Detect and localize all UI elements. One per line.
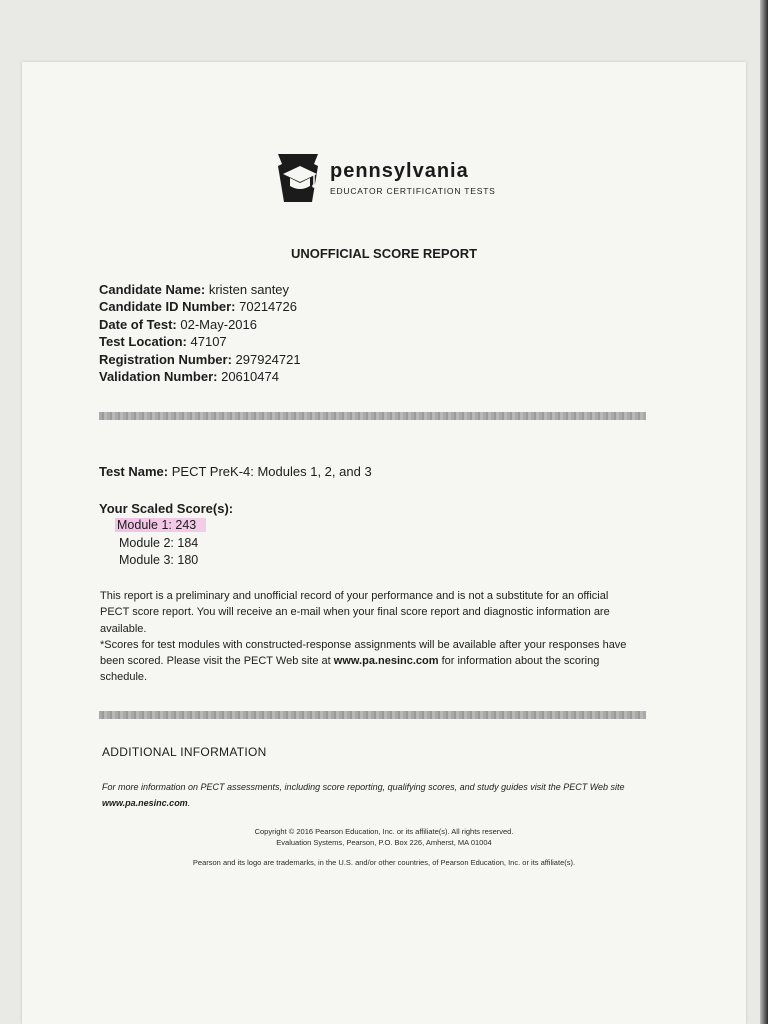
trademark-notice: Pearson and its logo are trademarks, in the U.S. and/or other countries, of Pearson Education, Inc. or its affiliate(s).	[192, 858, 576, 867]
registration-number-label: Registration Number:	[99, 351, 232, 367]
copyright-line-2: Evaluation Systems, Pearson, P.O. Box 226, Amherst, MA 01004	[276, 838, 492, 847]
test-date-value: 02-May-2016	[180, 316, 257, 332]
divider-bottom	[99, 711, 646, 719]
notice-text	[100, 588, 640, 686]
test-date-label: Date of Test:	[99, 316, 177, 332]
divider-top	[99, 412, 646, 420]
validation-number-label: Validation Number:	[99, 369, 218, 385]
module-score: 184	[177, 535, 199, 550]
candidate-name-label: Candidate Name:	[99, 282, 206, 297]
additional-link-end: .	[187, 798, 191, 808]
module-score-row	[119, 535, 206, 553]
pect-website-link[interactable]: www.pa.nesinc.com	[333, 655, 439, 668]
copyright-line-1: Copyright © 2016 Pearson Education, Inc. or its affiliate(s). All rights reserved.	[254, 827, 514, 836]
additional-website-link[interactable]: www.pa.nesinc.com	[102, 798, 188, 808]
module-label: Module 3:	[119, 553, 174, 567]
notice-paragraph-2	[100, 637, 640, 686]
candidate-id-row	[99, 298, 301, 315]
candidate-name-value: kristen santey	[208, 282, 290, 297]
notice-p2-end: for information about the scoring schedule.	[100, 655, 600, 684]
logo-subtitle: EDUCATOR CERTIFICATION TESTS	[330, 186, 496, 196]
additional-info-body: For more information on PECT assessments, including score reporting, qualifying scores, and study guides visit the PECT Web site	[102, 782, 625, 792]
report-title: UNOFFICIAL SCORE REPORT	[290, 246, 478, 261]
module-label: Module 2:	[119, 535, 174, 550]
highlighter-mark	[115, 518, 206, 532]
registration-number-row	[99, 351, 301, 368]
notice-paragraph-1: This report is a preliminary and unofficial record of your performance and is not a substitute for an official PECT score report. You will receive an e-mail when your final score report and diagnostic information are available.	[100, 590, 610, 635]
module-scores	[119, 517, 206, 570]
notice-p2-start: *Scores for test modules with constructed-response assignments will be available after your responses have been scored. Please visit the PECT Web site at	[100, 638, 627, 668]
logo-title: pennsylvania	[330, 160, 469, 182]
copyright-block	[0, 826, 768, 848]
scan-edge	[760, 0, 768, 1024]
candidate-id-label: Candidate ID Number:	[99, 299, 236, 315]
test-name-value: PECT PreK-4: Modules 1, 2, and 3	[171, 464, 372, 479]
test-location-label: Test Location:	[99, 334, 187, 350]
candidate-info	[99, 281, 301, 385]
additional-info-heading: ADDITIONAL INFORMATION	[102, 745, 267, 759]
test-location-value: 47107	[190, 334, 227, 350]
additional-info-text	[102, 779, 677, 811]
module-score: 180	[177, 553, 199, 567]
validation-number-value: 20610474	[221, 369, 279, 385]
candidate-id-value: 70214726	[239, 299, 297, 315]
test-name-row	[99, 464, 372, 479]
pa-logo	[274, 152, 514, 208]
module-score: 243	[175, 518, 197, 532]
keystone-graduation-cap-icon	[274, 152, 322, 204]
candidate-name-row	[99, 281, 301, 298]
scaled-scores-heading: Your Scaled Score(s):	[99, 501, 234, 516]
validation-number-row	[99, 368, 301, 385]
test-location-row	[99, 333, 301, 350]
module-label: Module 1:	[117, 518, 172, 532]
test-date-row	[99, 316, 301, 333]
registration-number-value: 297924721	[235, 351, 301, 367]
module-score-row	[119, 517, 206, 535]
test-name-label: Test Name:	[99, 464, 169, 479]
module-score-row	[119, 552, 206, 570]
